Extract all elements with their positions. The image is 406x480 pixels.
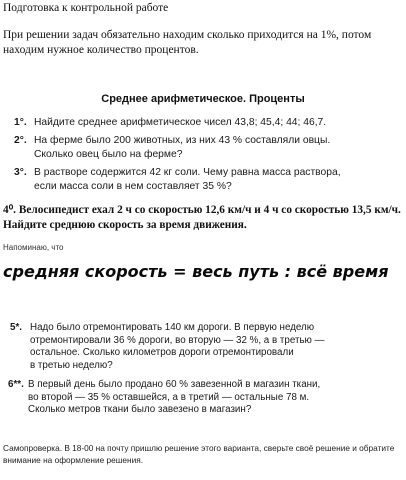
task-6 [8, 379, 404, 419]
intro-instruction: При решении задач обязательно находим сколько приходится на 1%, потом находим нужное количество процентов. [3, 29, 372, 56]
task-number: 2°. [14, 135, 27, 146]
task-text-line: во второй — 35 % оставшейся, а в третий — остальные 78 м. [28, 391, 310, 403]
task-text-line: если масса соли в нем составляет 35 %? [34, 180, 232, 192]
task-4: 4⁰. Велосипедист ехал 2 ч со скоростью 12,6 км/ч и 4 ч со скоростью 13,5 км/ч. Найдите среднюю скорость за время движения. [3, 204, 401, 231]
task-text-line: В растворе содержится 42 кг соли. Чему равна масса раствора, [34, 167, 341, 178]
reminder-label: Напоминаю, что [3, 243, 64, 252]
task-3 [14, 166, 404, 194]
task-text-line: В первый день было продано 60 % завезенной в магазин ткани, [28, 379, 321, 390]
task-number: 6**. [8, 379, 24, 390]
task-5 [10, 322, 404, 374]
section-title: Среднее арифметическое. Проценты [101, 93, 305, 105]
task-text-line: остальное. Сколько километров дороги отремонтировали [30, 347, 294, 359]
task-number: 1°. [14, 117, 27, 128]
task-text-line: На ферме было 200 животных, из них 43 % составляли овцы. [34, 135, 331, 146]
task-text-line: отремонтировали 36 % дороги, во вторую — 32 %, а в третью — [30, 334, 325, 346]
task-text-line: Найдите среднее арифметическое чисел 43,8; 45,4; 44; 46,7. [34, 117, 327, 128]
task-text-line: в третью неделю? [30, 359, 113, 371]
task-text-line: Надо было отремонтировать 140 км дороги. В первую неделю [30, 322, 315, 333]
task-2 [14, 134, 404, 162]
task-number: 5*. [10, 322, 22, 333]
task-text-line: Сколько овец было на ферме? [34, 148, 183, 160]
task-number: 3°. [14, 167, 27, 178]
page-title: Подготовка к контрольной работе [3, 2, 169, 14]
task-text-line: Сколько метров ткани было завезено в магазин? [28, 404, 252, 416]
average-speed-formula: средняя скорость = весь путь : всё время [3, 262, 389, 281]
self-check-note: Самопроверка. В 18-00 на почту пришлю решение этого варианта, сверьте своё решение и обратите внимание на оформление решения. [3, 443, 395, 465]
task-1 [14, 116, 404, 130]
